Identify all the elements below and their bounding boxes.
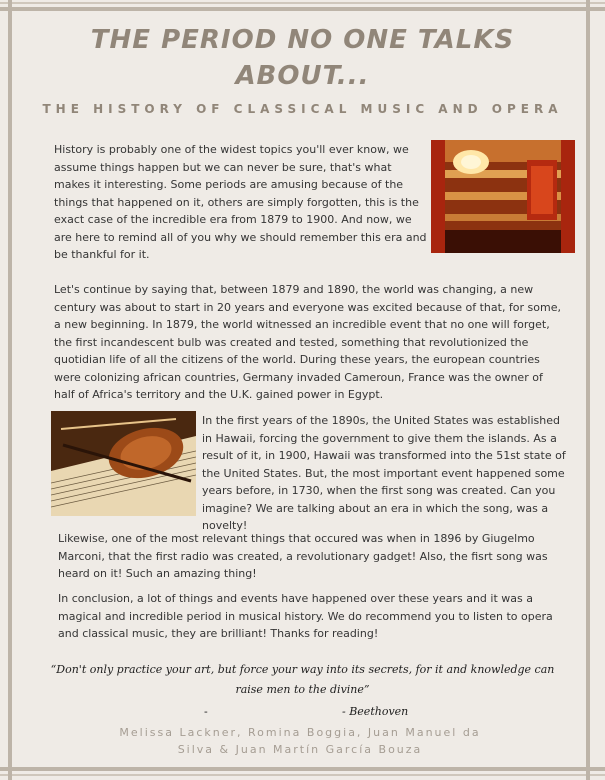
frame-border-bottom [0, 767, 605, 771]
frame-border-top-outer [0, 2, 605, 4]
frame-border-top [0, 7, 605, 11]
frame-border-bottom-outer [0, 774, 605, 776]
violin-sheet-music-icon [51, 411, 196, 516]
opera-hall-icon [431, 140, 575, 253]
beethoven-quote: “Don't only practice your art, but force your way into its secrets, for it and knowledge can raise men to the divine” [50, 663, 555, 696]
page-title: THE PERIOD NO ONE TALKS ABOUT... [90, 25, 515, 91]
article-paragraph-2: Let's continue by saying that, between 1879 and 1890, the world was changing, a new century was about to start in 20 years and everyone was excited because of that, for some, a new beginning. In 1879, the world witnessed an incredible event that no one will forget, the first incandescent bulb was created and tested, something that revolutionized the quotidian life of all the citizens of the world. During these years, the european countries were colonizing african countries, Germany invaded Cameroun, France was the owner of half of Africa's territory and the U.K. gained power in Egypt. [54, 283, 561, 401]
frame-border-left [8, 0, 12, 780]
quote-dash: - [204, 705, 208, 718]
author-credits: Melissa Lackner, Romina Boggia, Juan Manuel da Silva & Juan Martín García Bouza [119, 726, 481, 756]
article-paragraph-4: Likewise, one of the most relevant things that occured was when in 1896 by Giugelmo Marconi, that the first radio was created, a revolutionary gadget! Also, the fisrt song was heard on it! Such an amazing thing! [58, 532, 548, 580]
article-paragraph-1: History is probably one of the widest topics you'll ever know, we assume things happen but we can never be sure, that's what makes it interesting. Some periods are amusing because of the things that happened on it, others are simply forgotten, this is the exact case of the incredible era from 1879 to 1900. And now, we are here to remind all of you why we should remember this era and be thankful for it. [54, 143, 427, 261]
article-paragraph-3: In the first years of the 1890s, the United States was established in Hawaii, forcing the government to give them the islands. As a result of it, in 1900, Hawaii was transformed into the 51st state of the United States. But, the most important event happened some years before, in 1730, when the first song was created. Can you imagine? We are talking about an era in which the song, was a novelty! [202, 414, 566, 532]
quote-author: - Beethoven [342, 705, 409, 718]
violin-image [51, 411, 196, 516]
opera-hall-image [431, 140, 575, 253]
article-paragraph-5: In conclusion, a lot of things and events have happened over these years and it was a magical and incredible period in musical history. We do recommend you to listen to opera and classical music, they are brilliant! Thanks for reading! [58, 592, 553, 640]
page-subtitle: THE HISTORY OF CLASSICAL MUSIC AND OPERA [42, 102, 563, 116]
frame-border-right [586, 0, 590, 780]
